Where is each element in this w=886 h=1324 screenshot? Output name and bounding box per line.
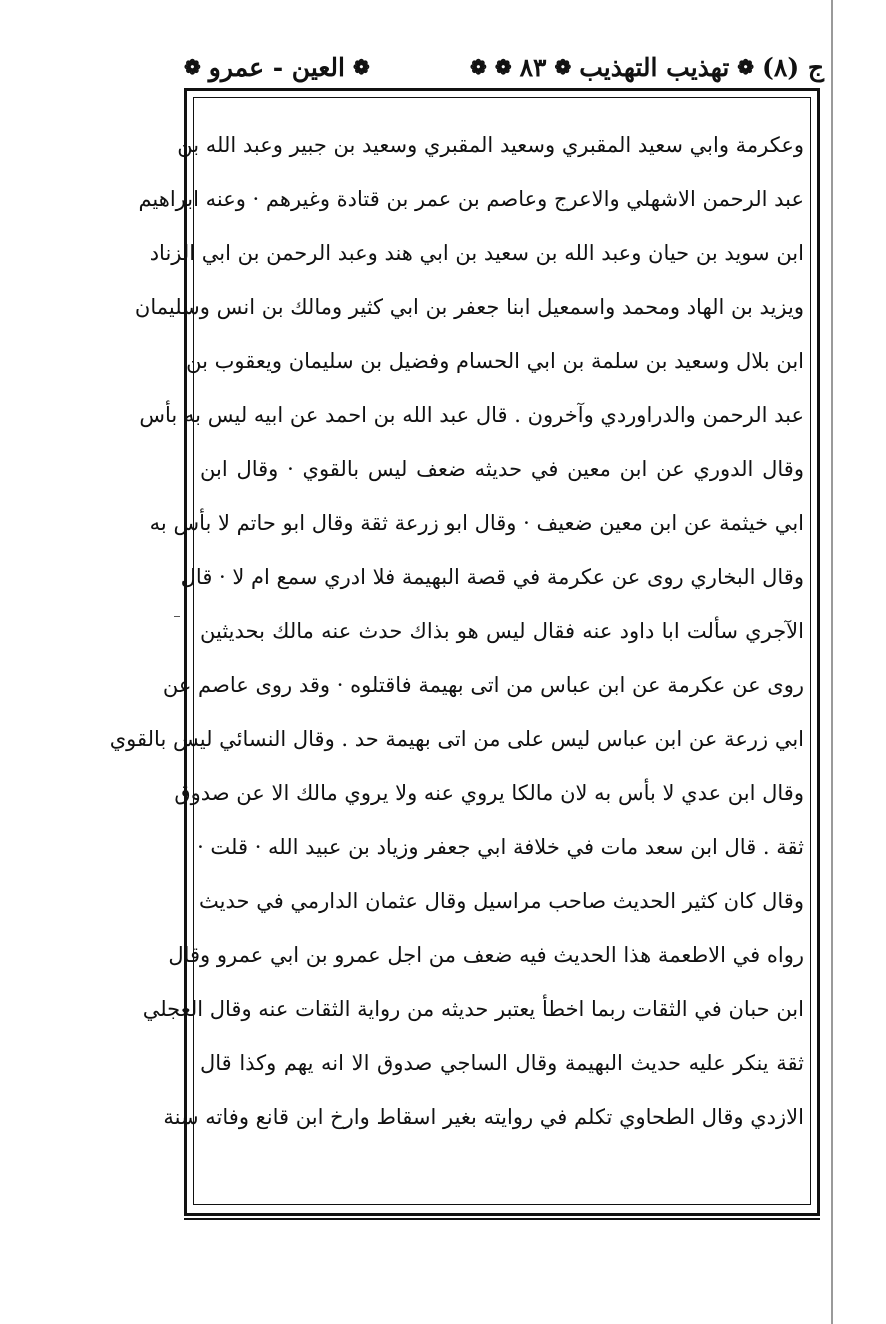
text-line: عبد الرحمن والدراوردي وآخرون . قال عبد الله بن احمد عن ابيه ليس به بأس [139,403,804,427]
text-line: ويزيد بن الهاد ومحمد واسمعيل ابنا جعفر بن ابي كثير ومالك بن انس وسليمان [134,295,804,319]
text-line: ابي خيثمة عن ابن معين ضعيف · وقال ابو زرعة ثقة وقال ابو حاتم لا بأس به [149,511,804,535]
page-number: ٨٣ [519,52,547,82]
text-line: روى عن عكرمة عن ابن عباس من اتى بهيمة فاقتلوه · وقد روى عاصم عن [162,673,804,697]
text-line: وقال ابن عدي لا بأس به لان مالكا يروي عنه ولا يروي مالك الا عن صدوق [174,781,804,805]
book-title: تهذيب التهذيب [579,52,730,82]
volume-label: ج (٨) [762,52,824,82]
header-left-group [184,53,370,82]
flower-ornament-icon: ❁ [184,55,201,79]
text-line: ابن سويد بن حيان وعبد الله بن سعيد بن ابي هند وعبد الرحمن بن ابي الزناد [149,241,804,265]
text-line: وعكرمة وابي سعيد المقبري وسعيد المقبري وسعيد بن جبير وعبد الله بن [177,133,804,157]
flower-ornament-icon: ❁ [737,55,755,79]
text-line: الازدي وقال الطحاوي تكلم في روايته بغير اسقاط وارخ ابن قانع وفاته سنة [163,1105,804,1129]
text-line: ابن حبان في الثقات ربما اخطأ يعتبر حديثه من رواية الثقات عنه وقال العجلي [142,997,804,1021]
text-line: رواه في الاطعمة هذا الحديث فيه ضعف من اجل عمرو بن ابي عمرو وقال [168,943,804,967]
text-line: ابن بلال وسعيد بن سلمة بن ابي الحسام وفضيل بن سليمان ويعقوب بن [186,349,804,373]
section-title: العين - عمرو [208,52,345,82]
text-line: ابي زرعة عن ابن عباس ليس على من اتى بهيمة حد . وقال النسائي ليس بالقوي [109,727,804,751]
header-right-group [470,53,824,82]
text-line: ثقة . قال ابن سعد مات في خلافة ابي جعفر وزياد بن عبيد الله · قلت · [197,835,804,859]
body-text [109,118,804,1144]
text-line: الآجري سألت ابا داود عنه فقال ليس هو بذاك حدث عنه مالك بحديثين [200,619,804,643]
flower-ornament-icon: ❁ [470,55,487,79]
page-edge-line [831,0,833,1324]
text-line: وقال الدوري عن ابن معين في حديثه ضعف ليس بالقوي · وقال ابن [200,457,804,481]
text-line: وقال البخاري روى عن عكرمة في قصة البهيمة فلا ادري سمع ام لا · قال [180,565,804,589]
frame-bottom-rule [184,1218,820,1220]
text-line: عبد الرحمن الاشهلي والاعرج وعاصم بن عمر بن قتادة وغيرهم · وعنه ابراهيم [138,187,804,211]
flower-ornament-icon: ❁ [494,55,512,79]
stray-mark [174,616,180,617]
flower-ornament-icon: ❁ [352,55,370,79]
text-line: وقال كان كثير الحديث صاحب مراسيل وقال عثمان الدارمي في حديث [199,889,804,913]
running-header [184,44,824,90]
text-line: ثقة ينكر عليه حديث البهيمة وقال الساجي صدوق الا انه يهم وكذا قال [200,1051,804,1075]
flower-ornament-icon: ❁ [554,55,572,79]
